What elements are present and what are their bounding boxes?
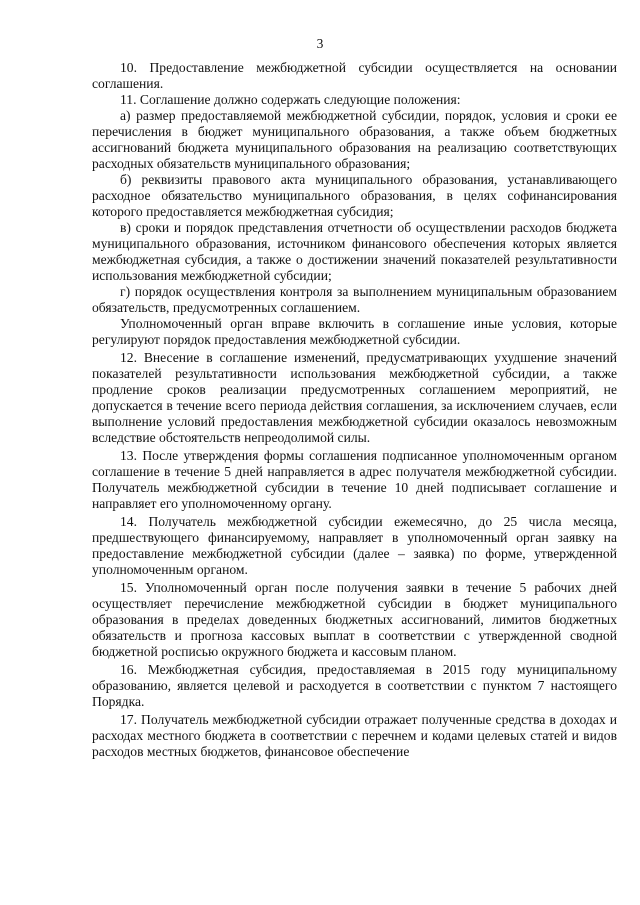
paragraph-13: 13. После утверждения формы соглашения подписанное уполномоченным органом соглашение в течение 5 дней направляется в адрес получателя межбюджетной субсидии. Получатель межбюджетной субсидии в течение 10 дней подписывает соглашение и направляет его уполномоченному органу.	[92, 448, 617, 511]
paragraph-11: 11. Соглашение должно содержать следующие положения:	[120, 92, 461, 107]
paragraph-15: 15. Уполномоченный орган после получения заявки в течение 5 рабочих дней осуществляет перечисление межбюджетной субсидии в бюджет муниципального образования в пределах доведенных бюджетных ассигнований, лимитов бюджетных обязательств и прогноза кассовых выплат в соответствии с утвержденной сводной бюджетной росписью окружного бюджета и кассовым планом.	[92, 580, 617, 659]
paragraph-11-b: б) реквизиты правового акта муниципального образования, устанавливающего расходное обязательство муниципального образования, в целях софинансирования которого предоставляется межбюджетная субсидия;	[92, 172, 617, 219]
document-body	[92, 60, 617, 760]
paragraph-12: 12. Внесение в соглашение изменений, предусматривающих ухудшение значений показателей результативности использования межбюджетной субсидии, а также продление сроков реализации предусмотренных соглашением мероприятий, не допускается в течение всего периода действия соглашения, за исключением случаев, если выполнение условий предоставления межбюджетной субсидии оказалось невозможным вследствие обстоятельств непреодолимой силы.	[92, 350, 617, 445]
paragraph-17: 17. Получатель межбюджетной субсидии отражает полученные средства в доходах и расходах местного бюджета в соответствии с перечнем и кодами целевых статей и видов расходов местных бюджетов, финансовое обеспечение	[92, 712, 617, 759]
paragraph-11-g: г) порядок осуществления контроля за выполнением муниципальным образованием обязательств, предусмотренных соглашением.	[92, 284, 617, 315]
paragraph-11-a: а) размер предоставляемой межбюджетной субсидии, порядок, условия и сроки ее перечисления в бюджет муниципального образования, а также объем бюджетных ассигнований бюджета муниципального образования на реализацию соответствующих расходных обязательств муниципального образования;	[92, 108, 617, 171]
paragraph-10: 10. Предоставление межбюджетной субсидии осуществляется на основании соглашения.	[92, 60, 617, 91]
paragraph-11-other: Уполномоченный орган вправе включить в соглашение иные условия, которые регулируют порядок предоставления межбюджетной субсидии.	[92, 316, 617, 347]
paragraph-16: 16. Межбюджетная субсидия, предоставляемая в 2015 году муниципальному образованию, является целевой и расходуется в соответствии с пунктом 7 настоящего Порядка.	[92, 662, 617, 709]
paragraph-11-v: в) сроки и порядок представления отчетности об осуществлении расходов бюджета муниципального образования, источником финансового обеспечения которых является межбюджетная субсидия, а также о достижении значений показателей результативности использования межбюджетной субсидии;	[92, 220, 617, 283]
page-number: 3	[316, 36, 324, 51]
paragraph-14: 14. Получатель межбюджетной субсидии ежемесячно, до 25 числа месяца, предшествующего финансируемому, направляет в уполномоченный орган заявку на предоставление межбюджетной субсидии (далее – заявка) по форме, утвержденной уполномоченным органом.	[92, 514, 617, 577]
